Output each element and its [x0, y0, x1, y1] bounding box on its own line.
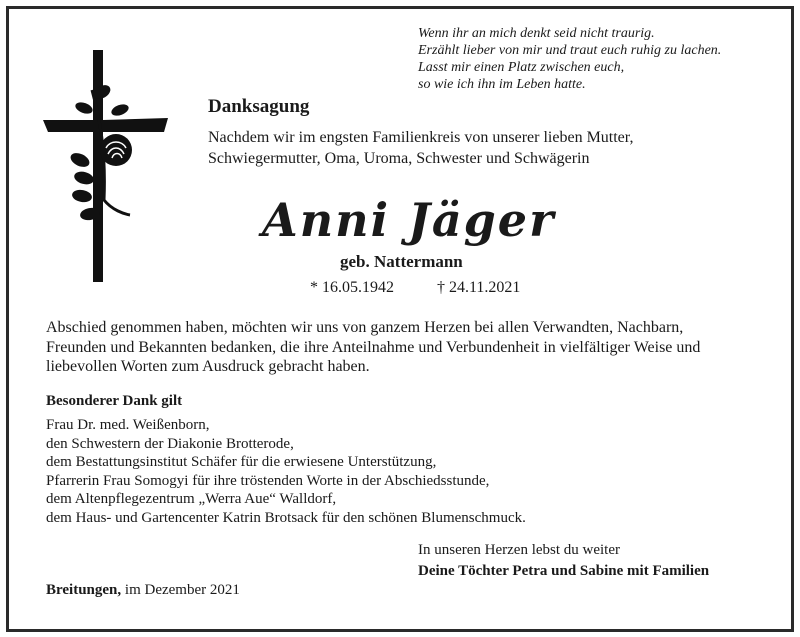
- special-thanks-heading: Besonderer Dank gilt: [46, 393, 183, 409]
- death-date: † 24.11.2021: [437, 279, 521, 296]
- thanks-line: Frau Dr. med. Weißenborn,: [46, 417, 210, 433]
- place-town: Breitungen,: [46, 582, 122, 598]
- cross-with-rose-icon: [40, 50, 175, 285]
- deceased-name: Anni Jäger: [262, 193, 556, 247]
- poem-line: Erzählt lieber von mir und traut euch ruhig zu lachen.: [418, 43, 722, 58]
- heading: Danksagung: [208, 96, 310, 117]
- closing: [418, 540, 709, 582]
- poem-line: Lasst mir einen Platz zwischen euch,: [418, 60, 625, 75]
- birth-date: * 16.05.1942: [310, 279, 394, 296]
- special-thanks-list: [46, 416, 526, 527]
- maiden-name: geb. Nattermann: [340, 252, 463, 271]
- thanks-line: dem Altenpflegezentrum „Werra Aue“ Walldorf,: [46, 491, 337, 507]
- poem-line: so wie ich ihn im Leben hatte.: [418, 77, 586, 92]
- intro-line: Schwiegermutter, Oma, Uroma, Schwester und Schwägerin: [208, 150, 590, 167]
- poem-line: Wenn ihr an mich denkt seid nicht traurig.: [418, 26, 655, 41]
- thanks-line: den Schwestern der Diakonie Brotterode,: [46, 435, 294, 452]
- place-date-text: im Dezember 2021: [124, 582, 240, 598]
- signature-line: Deine Töchter Petra und Sabine mit Familien: [418, 563, 710, 579]
- intro-line: Nachdem wir im engsten Familienkreis von unserer lieben Mutter,: [208, 129, 634, 146]
- closing-line: In unseren Herzen lebst du weiter: [418, 542, 621, 558]
- thanks-paragraph: [46, 318, 700, 377]
- thanks-line: dem Haus- und Gartencenter Katrin Brotsack für den schönen Blumenschmuck.: [46, 509, 526, 526]
- paragraph-line: Abschied genommen haben, möchten wir uns von ganzem Herzen bei allen Verwandten, Nachbarn,: [46, 319, 684, 336]
- paragraph-line: Freunden und Bekannten bedanken, die ihre Anteilnahme und Verbundenheit in vielfältiger Weise und: [46, 338, 701, 356]
- thanks-line: Pfarrerin Frau Somogyi für ihre tröstenden Worte in der Abschiedsstunde,: [46, 472, 490, 489]
- intro-text: [208, 127, 633, 169]
- poem: [418, 25, 721, 93]
- place-date: [46, 582, 240, 599]
- paragraph-line: liebevollen Worten zum Ausdruck gebracht haben.: [46, 358, 370, 375]
- thanks-line: dem Bestattungsinstitut Schäfer für die erwiesene Unterstützung,: [46, 454, 437, 470]
